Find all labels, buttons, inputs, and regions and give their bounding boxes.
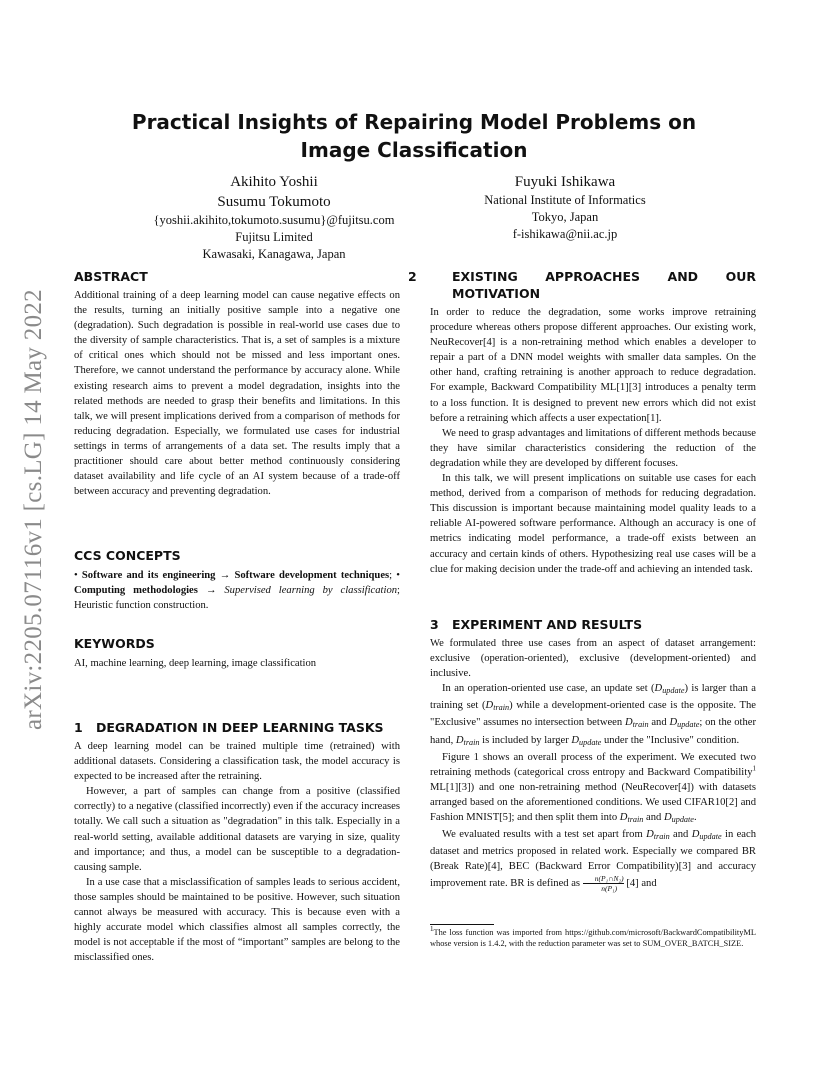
author-email: f-ishikawa@nii.ac.jp xyxy=(512,227,618,241)
section-heading: 1 DEGRADATION IN DEEP LEARNING TASKS xyxy=(74,720,384,735)
section-heading: 2 EXISTING APPROACHES AND OUR MOTIVATION xyxy=(408,269,756,301)
paragraph: In a use case that a misclassification of samples leads to serious accident, those samples should be maintained to be positive. However, such situation cannot always be measured with accuracy. This is because even with a highly accurate model which classifies almost all samples correctly, the model is not acceptable if the most of “important” samples are belong to the misclassified ones. xyxy=(74,876,400,964)
paragraph: In order to reduce the degradation, some works improve retraining procedure whereas others propose different approaches. Our existing work, NeuRecover[4] is a non-retraining method which enables a developer to repair a part of a DNN model weights with smaller data samples. On the other hand, crafting retraining is another approach to reduce degradation. For example, Backward Compatibility ML[1][3] introduces a penalty term to a loss function. It is designed to prevent new errors which did not exist before a retraining which affects a user expectation[1]. xyxy=(430,307,756,424)
section-1 xyxy=(74,719,400,965)
keywords-section xyxy=(74,635,400,671)
ccs-section xyxy=(74,547,400,613)
author-name: Fuyuki Ishikawa xyxy=(514,174,616,190)
paragraph: We formulated three use cases from an aspect of dataset arrangement: exclusive (operation-oriented), exclusive (development-oriented) and inclusive. xyxy=(430,638,756,680)
section-heading: 3 EXPERIMENT AND RESULTS xyxy=(430,617,643,632)
abstract-heading: ABSTRACT xyxy=(74,269,148,284)
author-location: Tokyo, Japan xyxy=(531,210,599,224)
paragraph: Figure 1 shows an overall process of the experiment. We executed two retraining methods (categorical cross entropy and Backward Compatibility$^1$ ML[1][3]) and one non-retraining method (NeuRecover[4]) with datasets arranged based on the aforementioned conditions. We used CIFAR10[2] and Fashion MNIST[5]; and then split them into $D_{train}$ and $D_{update}$. xyxy=(430,751,756,825)
footnote-rule xyxy=(430,924,494,925)
paragraph: In an operation-oriented use case, an update set $(D_{update})$ is larger than a training set $(D_{train})$ while a development-oriented case is the opposite. The "Exclusive" assumes no intersection between $D_{train}$ and $D_{update}$; on the other hand, $D_{train}$ is included by larger $D_{update}$ under the "Inclusive" condition. xyxy=(430,683,756,747)
author-name: Susumu Tokumoto xyxy=(217,194,331,210)
ccs-text: • Software and its engineering → Software development techniques; • Computing methodologies → Supervised learning by classification; Heuristic function construction. xyxy=(74,570,400,612)
section-2 xyxy=(408,268,756,577)
author-affiliation: National Institute of Informatics xyxy=(484,193,646,207)
paragraph: A deep learning model can be trained multiple time (retrained) with additional datasets. Considering a classification task, the model accuracy is expected to be increased after the retraining. xyxy=(74,741,400,783)
author-block-1 xyxy=(146,172,402,263)
ccs-heading: CCS CONCEPTS xyxy=(74,548,181,563)
abstract-text: Additional training of a deep learning model can cause negative effects on the results, turning an initially positive sample into a negative one (degradation). Such degradation is possible in real-world use cases due to the diversity of sample characteristics. That is, a set of samples is a mixture of critical ones which should not be missed and less important ones. Therefore, we cannot understand the performance by accuracy alone. While existing research aims to prevent a model degradation, insights into the related methods are needed to grasp their benefits and limitations. In this talk, we will present implications derived from a comparison of methods for reducing degradation. Especially, we formulated use cases for industrial settings in terms of arrangements of a data set. The results imply that a practitioner should care about better method continuously considering dataset availability and life cycle of an AI system because of a trade-off between accuracy and preventing degradation. xyxy=(74,290,400,498)
keywords-heading: KEYWORDS xyxy=(74,636,155,651)
arxiv-stamp: arXiv:2205.07116v1 [cs.LG] 14 May 2022 xyxy=(20,289,47,730)
paragraph: We need to grasp advantages and limitations of different methods because they have similar characteristics considering the reduction of the degradation while they are developed by different focuses. xyxy=(430,427,756,469)
br-fraction: $\frac{\text{n(P₁∩N₂)}}{\text{n(P₁)}}$ xyxy=(583,874,624,893)
footnote: $^1$The loss function was imported from https://github.com/microsoft/BackwardCompatibilityML whose version is 1.4.2, with the reduction parameter was set to SUM_OVER_BATCH_SIZE. xyxy=(430,925,756,949)
author-email: {yoshii.akihito,tokumoto.susumu}@fujitsu.com xyxy=(153,213,395,227)
paragraph: However, a part of samples can change from a positive (classified correctly) to a negative (classified incorrectly) even if the accuracy increases totally. We call such a situation as "degradation" in this talk. Especially in a real-world setting, available additional datasets are varying in size, quality and importance; and thus, a model can be susceptible to a degradation-causing sample. xyxy=(74,786,400,873)
author-location: Kawasaki, Kanagawa, Japan xyxy=(202,247,346,261)
author-block-2 xyxy=(437,172,693,243)
author-name: Akihito Yoshii xyxy=(230,174,318,190)
paper-title: Practical Insights of Repairing Model Problems on Image Classification xyxy=(131,110,697,162)
paragraph: We evaluated results with a test set apart from $D_{train}$ and $D_{update}$ in each dataset and metrics proposed in related work. Especially we compared BR (Break Rate)[4], BEC (Backward Error Compatibility)[3] and accuracy improvement rate. BR is defined as $\frac{\text{n(P₁∩N₂)}}{\text{n(P₁)}}$ [4] and xyxy=(430,829,756,894)
left-column xyxy=(74,268,400,499)
paragraph: In this talk, we will present implications on suitable use cases for each method, derived from a comparison of methods for reducing degradation. This discussion is important because maintaining model quality leads to a reliable AI-powered software performance. Although an accuracy is one of metrics indicating model performance, a trade-off exists between an accuracy and certain kinds of others. Hypothesizing real use cases will be a clue for making decision under the trade-off and achieving an intended task. xyxy=(430,473,756,575)
author-affiliation: Fujitsu Limited xyxy=(235,230,313,244)
keywords-text: AI, machine learning, deep learning, image classification xyxy=(74,658,317,669)
section-3 xyxy=(430,616,756,893)
